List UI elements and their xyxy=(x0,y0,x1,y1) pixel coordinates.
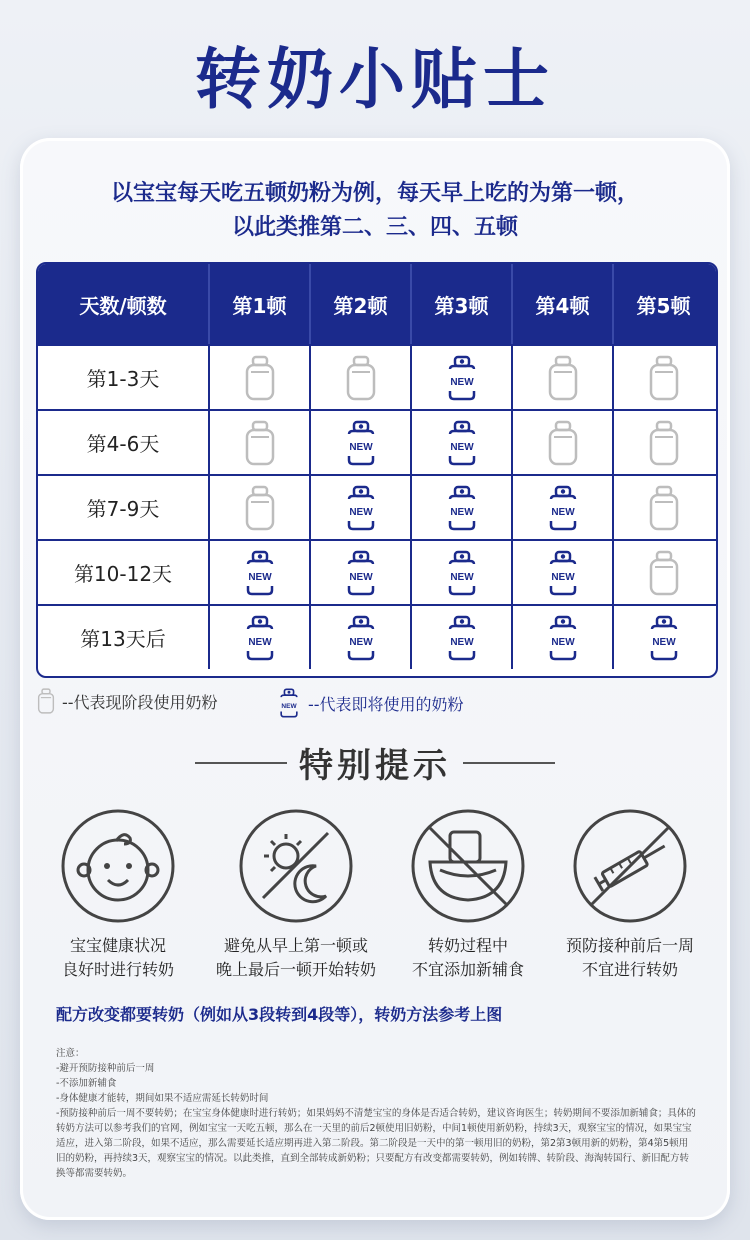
new-badge-text: NEW xyxy=(247,636,272,648)
feeding-cell xyxy=(612,411,713,474)
new-badge-text: NEW xyxy=(449,506,474,518)
tip-text-4: 预防接种前后一周 不宜进行转奶 xyxy=(565,936,694,979)
header-cell: 天数/顿数 xyxy=(79,293,167,318)
feeding-cell xyxy=(612,476,713,539)
new-badge-text: NEW xyxy=(281,703,297,711)
new-formula-bottle-icon xyxy=(445,550,479,596)
feeding-cell xyxy=(511,476,612,539)
feeding-cell xyxy=(511,606,612,669)
feeding-cell xyxy=(410,541,511,604)
no-food-icon xyxy=(410,808,526,924)
new-badge-text: NEW xyxy=(550,571,575,583)
new-badge-text: NEW xyxy=(348,571,373,583)
feeding-cell xyxy=(309,346,410,409)
header-cell: 第3顿 xyxy=(410,264,511,344)
feeding-cell xyxy=(208,476,309,539)
feeding-cell xyxy=(410,411,511,474)
new-formula-bottle-icon xyxy=(344,615,378,661)
new-badge-text: NEW xyxy=(449,441,474,453)
table-body xyxy=(38,344,716,669)
divider-right xyxy=(463,762,555,764)
feeding-cell xyxy=(309,606,410,669)
tips-title: 特别提示 xyxy=(299,746,451,786)
current-formula-bottle-icon xyxy=(647,355,681,401)
note-item: -避开预防接种前后一周 xyxy=(56,1063,155,1074)
intro-line-1: 以宝宝每天吃五顿奶粉为例，每天早上吃的为第一顿， xyxy=(110,181,639,206)
notes-heading: 注意： xyxy=(56,1048,85,1059)
new-formula-bottle-icon xyxy=(445,420,479,466)
header-cell: 第2顿 xyxy=(309,264,410,344)
feeding-cell xyxy=(410,346,511,409)
current-formula-bottle-icon xyxy=(243,485,277,531)
tip-text-1: 宝宝健康状况 良好时进行转奶 xyxy=(61,936,174,979)
notes-section xyxy=(56,1046,696,1181)
legend-current-text: --代表现阶段使用奶粉 xyxy=(62,692,218,712)
feeding-cell xyxy=(309,476,410,539)
new-badge-text: NEW xyxy=(449,636,474,648)
table-row xyxy=(38,409,716,474)
day-range-label: 第4-6天 xyxy=(86,432,160,456)
current-formula-bottle-icon xyxy=(546,355,580,401)
current-formula-bottle-icon xyxy=(344,355,378,401)
current-formula-bottle-icon xyxy=(647,420,681,466)
new-formula-bottle-icon xyxy=(546,485,580,531)
current-formula-bottle-icon xyxy=(647,485,681,531)
new-formula-bottle-icon xyxy=(276,688,302,718)
day-range-label: 第1-3天 xyxy=(86,367,160,391)
sun-moon-icon xyxy=(238,808,354,924)
new-badge-text: NEW xyxy=(348,506,373,518)
new-badge-text: NEW xyxy=(247,571,272,583)
new-formula-bottle-icon xyxy=(344,420,378,466)
feeding-cell xyxy=(511,541,612,604)
current-formula-bottle-icon xyxy=(36,688,56,714)
new-formula-bottle-icon xyxy=(647,615,681,661)
new-formula-bottle-icon xyxy=(243,550,277,596)
new-badge-text: NEW xyxy=(449,571,474,583)
feeding-cell xyxy=(309,541,410,604)
new-formula-bottle-icon xyxy=(546,550,580,596)
feeding-cell xyxy=(309,411,410,474)
legend-new-text: --代表即将使用的奶粉 xyxy=(308,694,464,714)
new-badge-text: NEW xyxy=(348,636,373,648)
feeding-cell xyxy=(511,411,612,474)
new-badge-text: NEW xyxy=(550,636,575,648)
header-cell: 第1顿 xyxy=(208,264,309,344)
new-formula-bottle-icon xyxy=(344,550,378,596)
new-formula-bottle-icon xyxy=(243,615,277,661)
day-range-label: 第10-12天 xyxy=(73,562,173,586)
header-cell: 第5顿 xyxy=(612,264,713,344)
note-item: -不添加新辅食 xyxy=(56,1078,117,1089)
table-row xyxy=(38,344,716,409)
formula-change-note: 配方改变都要转奶（例如从3段转到4段等），转奶方法参考上图 xyxy=(56,1005,503,1024)
legend-new xyxy=(276,688,464,718)
table-header-row xyxy=(38,264,716,344)
feeding-cell xyxy=(612,346,713,409)
header-cell: 第4顿 xyxy=(511,264,612,344)
feeding-cell xyxy=(208,606,309,669)
feeding-cell xyxy=(612,606,713,669)
new-formula-bottle-icon xyxy=(546,615,580,661)
new-formula-bottle-icon xyxy=(445,615,479,661)
table-row xyxy=(38,474,716,539)
feeding-cell xyxy=(410,476,511,539)
intro-line-2: 以此类推第二、三、四、五顿 xyxy=(231,215,518,240)
feeding-cell xyxy=(410,606,511,669)
feeding-cell xyxy=(511,346,612,409)
tip-text-3: 转奶过程中 不宜添加新辅食 xyxy=(411,936,524,979)
day-range-label: 第7-9天 xyxy=(86,497,160,521)
new-formula-bottle-icon xyxy=(445,485,479,531)
table-row xyxy=(38,539,716,604)
new-badge-text: NEW xyxy=(348,441,373,453)
feeding-cell xyxy=(208,411,309,474)
feeding-cell xyxy=(612,541,713,604)
legend-current xyxy=(36,688,218,714)
feeding-schedule-table xyxy=(36,262,718,678)
day-range-label: 第13天后 xyxy=(80,627,166,651)
new-formula-bottle-icon xyxy=(344,485,378,531)
current-formula-bottle-icon xyxy=(243,420,277,466)
new-badge-text: NEW xyxy=(550,506,575,518)
tip-text-2: 避免从早上第一顿或 晚上最后一顿开始转奶 xyxy=(215,936,376,979)
new-badge-text: NEW xyxy=(449,376,474,388)
note-item: -身体健康才能转，期间如果不适应需延长转奶时间 xyxy=(56,1093,269,1104)
current-formula-bottle-icon xyxy=(243,355,277,401)
feeding-cell xyxy=(208,346,309,409)
new-formula-bottle-icon xyxy=(445,355,479,401)
new-badge-text: NEW xyxy=(651,636,676,648)
legend xyxy=(36,688,716,728)
baby-face-icon xyxy=(60,808,176,924)
feeding-cell xyxy=(208,541,309,604)
current-formula-bottle-icon xyxy=(546,420,580,466)
no-vaccine-icon xyxy=(572,808,688,924)
current-formula-bottle-icon xyxy=(647,550,681,596)
page-title: 转奶小贴士 xyxy=(195,41,555,118)
note-item: -预防接种前后一周不要转奶；在宝宝身体健康时进行转奶；如果妈妈不清楚宝宝的身体是否适合转奶，建议咨询医生；转奶期间不要添加新辅食；具体的转奶方法可以参考我们的官网，例如宝宝一天吃五顿，那么在一天里的前后2顿使用旧奶粉，中间1顿使用新奶粉，持续3天，观察宝宝的情况，如果宝宝适应，进入第二阶段，如果不适应，那么需要延长适应期再进入第二阶段。第二阶段是一天中的第一顿用旧的奶粉，第2第3顿用新的奶粉，第4第5顿用旧的奶粉，再持续3天，观察宝宝的情况。以此类推，直到全部转成新奶粉；只要配方有改变都需要转奶，例如转牌、转阶段、海淘转国行、新旧配方转换等都需要转奶。 xyxy=(56,1108,696,1179)
table-row xyxy=(38,604,716,669)
